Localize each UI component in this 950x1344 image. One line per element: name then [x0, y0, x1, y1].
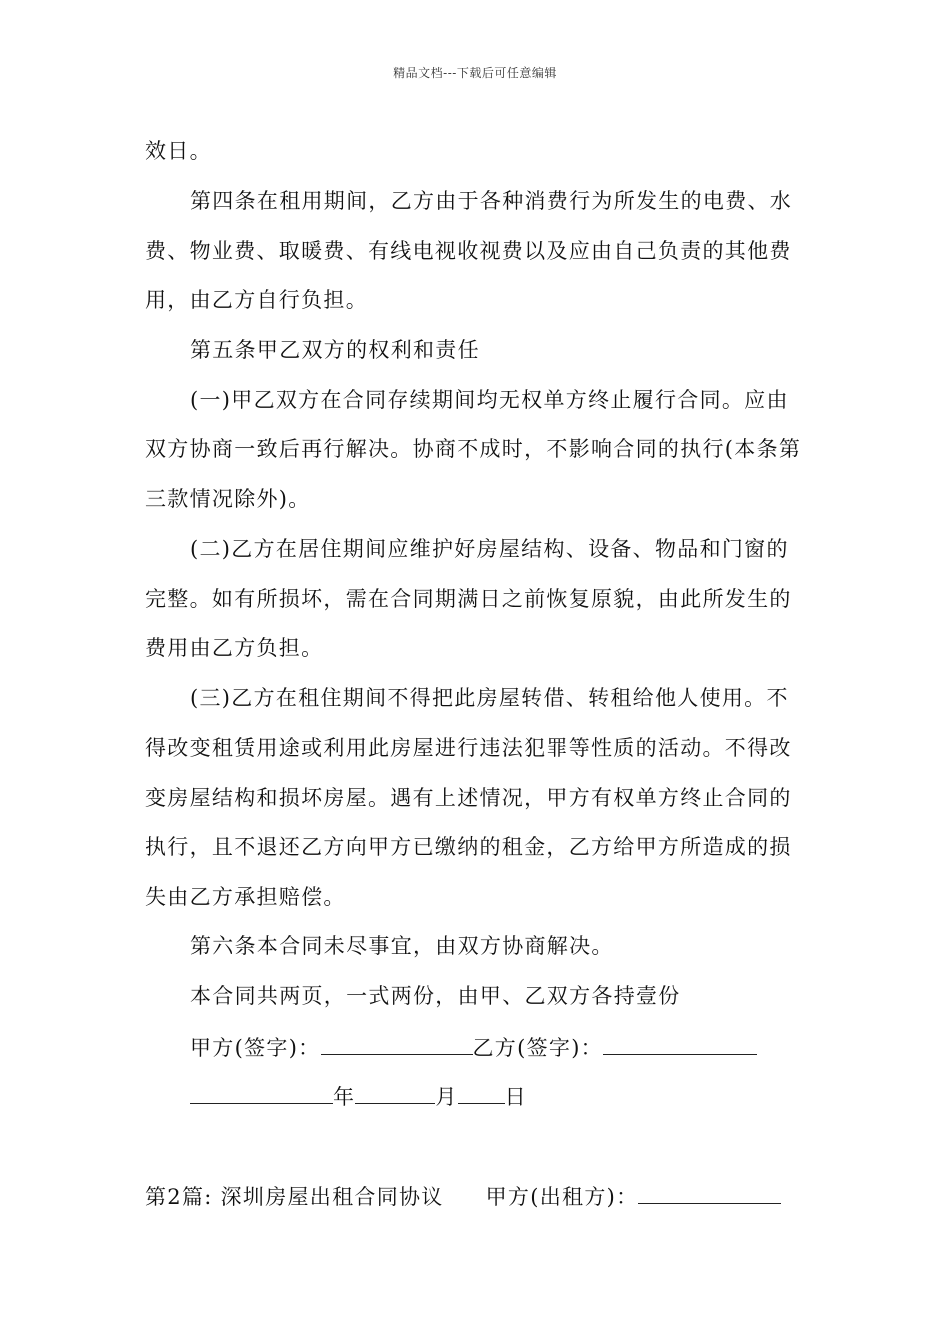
section-2-title: 第2篇: 深圳房屋出租合同协议 [145, 1185, 444, 1209]
clause-2-line: (二)乙方在居住期间应维护好房屋结构、设备、物品和门窗的 [190, 537, 789, 561]
month-blank[interactable] [355, 1081, 435, 1104]
party-b-label: 乙方(签字)： [472, 1036, 603, 1060]
next-section-line [145, 1181, 781, 1212]
copies-line: 本合同共两页，一式两份，由甲、乙双方各持壹份 [190, 984, 681, 1008]
text-line: 费、物业费、取暖费、有线电视收视费以及应由自己负责的其他费 [145, 239, 792, 263]
text-line: 变房屋结构和损坏房屋。遇有上述情况，甲方有权单方终止合同的 [145, 786, 792, 810]
lessor-blank[interactable] [638, 1181, 781, 1204]
day-blank[interactable] [458, 1081, 505, 1104]
text-line: 执行，且不退还乙方向甲方已缴纳的租金，乙方给甲方所造成的损 [145, 835, 792, 859]
article-5-heading: 第五条甲乙双方的权利和责任 [190, 338, 480, 362]
month-label: 月 [435, 1085, 458, 1109]
year-blank[interactable] [190, 1081, 333, 1104]
text-line: 效日。 [145, 139, 212, 163]
text-line: 得改变租赁用途或利用此房屋进行违法犯罪等性质的活动。不得改 [145, 736, 792, 760]
lessor-label: 甲方(出租方)： [485, 1185, 639, 1209]
text-line: 费用由乙方负担。 [145, 636, 324, 660]
article-6-line: 第六条本合同未尽事宜，由双方协商解决。 [190, 934, 614, 958]
text-line: 失由乙方承担赔偿。 [145, 885, 346, 909]
article-4-line: 第四条在租用期间，乙方由于各种消费行为所发生的电费、水 [190, 189, 793, 213]
text-line: 用，由乙方自行负担。 [145, 288, 368, 312]
party-a-signature-blank[interactable] [321, 1032, 473, 1055]
party-b-signature-blank[interactable] [603, 1032, 757, 1055]
text-line: 三款情况除外)。 [145, 487, 311, 511]
text-line: 完整。如有所损坏，需在合同期满日之前恢复原貌，由此所发生的 [145, 587, 792, 611]
day-label: 日 [504, 1085, 527, 1109]
clause-3-line: (三)乙方在租住期间不得把此房屋转借、转租给他人使用。不 [190, 686, 789, 710]
clause-1-line: (一)甲乙双方在合同存续期间均无权单方终止履行合同。应由 [190, 388, 789, 412]
year-label: 年 [333, 1085, 356, 1109]
signature-line [190, 1032, 757, 1063]
page-header: 精品文档---下载后可任意编辑 [393, 66, 557, 80]
party-a-label: 甲方(签字)： [190, 1036, 321, 1060]
date-line [190, 1081, 527, 1112]
text-line: 双方协商一致后再行解决。协商不成时，不影响合同的执行(本条第 [145, 437, 802, 461]
